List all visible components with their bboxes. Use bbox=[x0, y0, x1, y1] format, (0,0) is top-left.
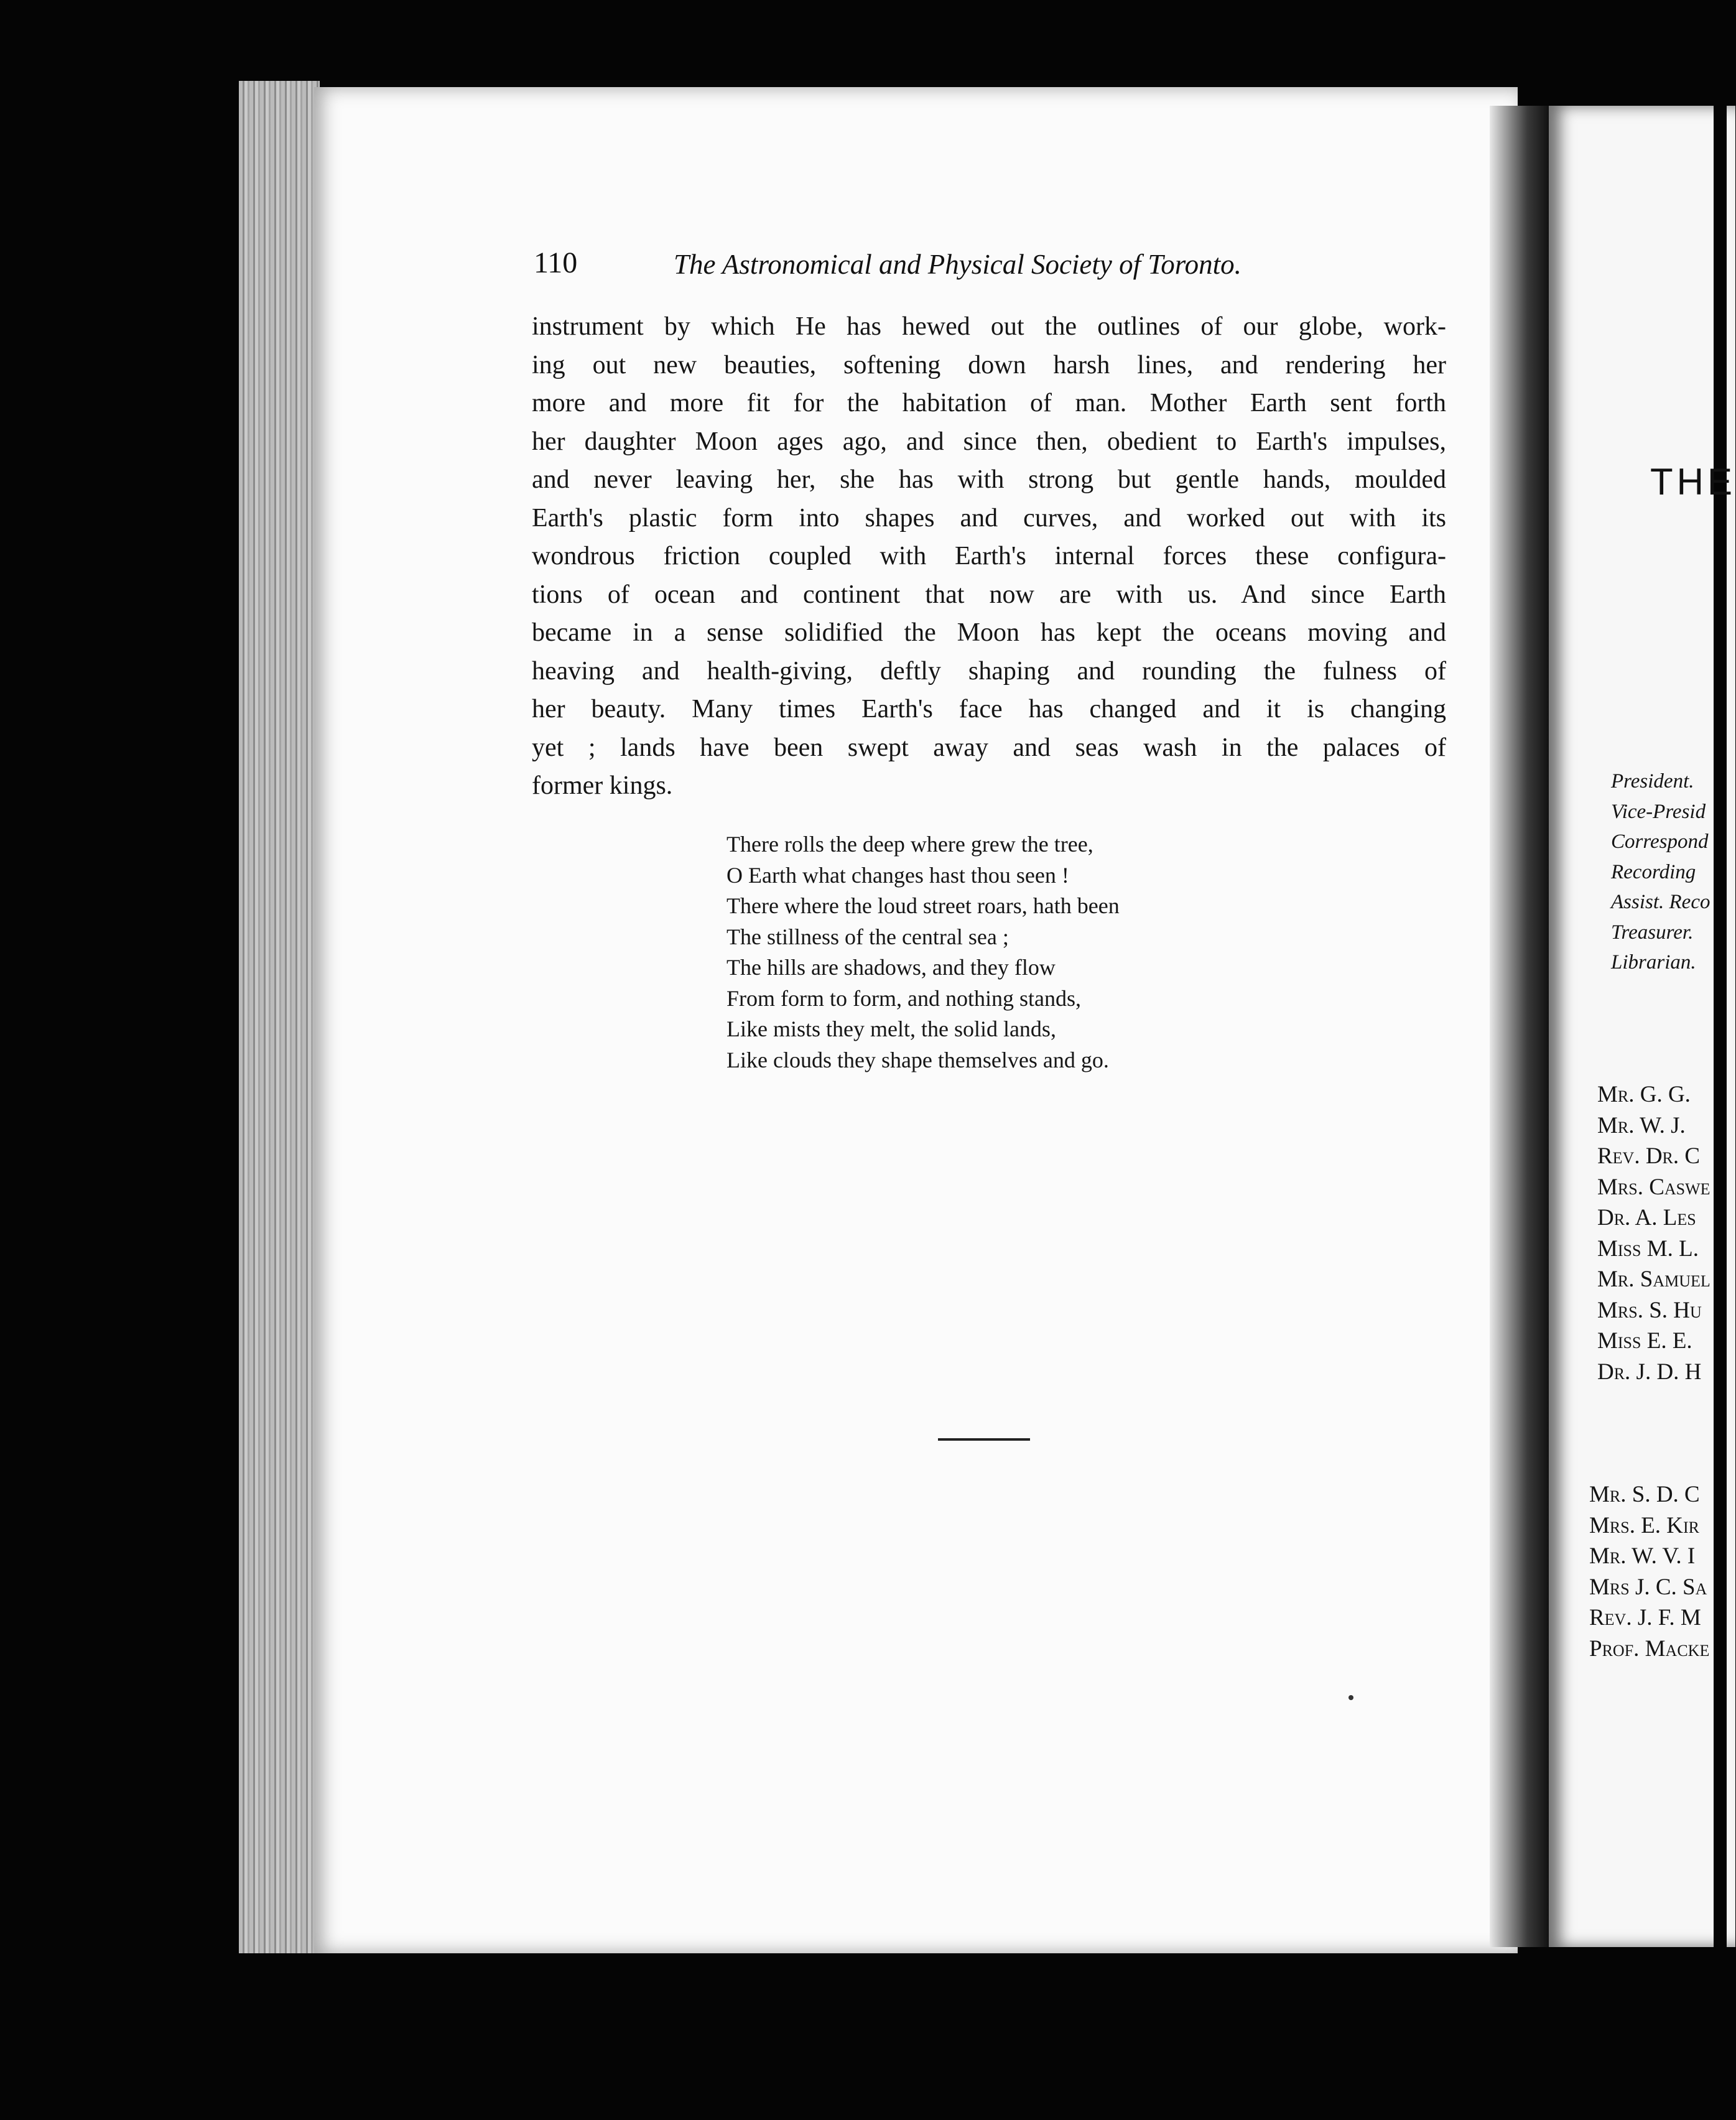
verse-line: O Earth what changes hast thou seen ! bbox=[726, 862, 1069, 888]
verse-line: There where the loud street roars, hath been bbox=[726, 893, 1120, 918]
page-number: 110 bbox=[534, 246, 578, 279]
member-name: Mr. G. G. bbox=[1597, 1082, 1691, 1107]
body-line: more and more fit for the habitation of man. Mother Earth sent forth bbox=[532, 389, 1446, 417]
member-name: Mr. S. D. C bbox=[1589, 1482, 1700, 1507]
body-paragraph bbox=[532, 308, 1446, 806]
additional-names bbox=[1589, 1479, 1709, 1664]
member-name: Prof. Macke bbox=[1589, 1635, 1710, 1662]
member-name: Miss M. L. bbox=[1597, 1235, 1699, 1262]
running-header bbox=[534, 246, 1317, 289]
member-name: Dr. A. Les bbox=[1597, 1205, 1696, 1230]
officer-title: Correspond bbox=[1611, 830, 1709, 853]
officer-title: Vice-Presid bbox=[1611, 800, 1706, 823]
right-page-heading: THE bbox=[1650, 461, 1736, 503]
member-name: Mrs. Caswe bbox=[1597, 1174, 1710, 1200]
member-name: Mr. Samuel bbox=[1597, 1267, 1710, 1292]
body-line: heaving and health-giving, deftly shaping and rounding the fulness of bbox=[532, 656, 1446, 686]
officer-title: Assist. Reco bbox=[1611, 891, 1710, 913]
member-name: Rev. J. F. M bbox=[1589, 1605, 1701, 1630]
page-edge-stack bbox=[239, 81, 320, 1953]
body-line: instrument by which He has hewed out the outlines of our globe, work- bbox=[532, 312, 1446, 341]
officer-titles bbox=[1611, 766, 1710, 978]
verse-line: There rolls the deep where grew the tree, bbox=[726, 832, 1093, 857]
body-line: became in a sense solidified the Moon has kept the oceans moving and bbox=[532, 618, 1446, 647]
verse-line: The hills are shadows, and they flow bbox=[726, 955, 1056, 980]
scan-speck bbox=[1348, 1695, 1353, 1700]
council-names bbox=[1597, 1079, 1710, 1387]
body-line: her beauty. Many times Earth's face has changed and it is changing bbox=[532, 695, 1446, 723]
member-name: Miss E. E. bbox=[1597, 1328, 1692, 1354]
body-line: ing out new beauties, softening down harsh lines, and rendering her bbox=[532, 350, 1446, 379]
verse-line: The stillness of the central sea ; bbox=[726, 924, 1009, 949]
officer-title: Treasurer. bbox=[1611, 921, 1694, 944]
officer-title: Recording bbox=[1611, 860, 1696, 883]
body-line: former kings. bbox=[532, 771, 673, 800]
book-gutter bbox=[1490, 106, 1558, 1947]
member-name: Mrs. S. Hu bbox=[1597, 1297, 1702, 1323]
member-name: Mrs J. C. Sa bbox=[1589, 1574, 1707, 1600]
verse-line: From form to form, and nothing stands, bbox=[726, 985, 1081, 1011]
running-title: The Astronomical and Physical Society of Toronto. bbox=[674, 249, 1242, 280]
officer-title: Librarian. bbox=[1611, 951, 1696, 974]
member-name: Dr. J. D. H bbox=[1597, 1359, 1702, 1385]
body-line: her daughter Moon ages ago, and since then, obedient to Earth's impulses, bbox=[532, 427, 1446, 456]
verse-line: Like clouds they shape themselves and go. bbox=[726, 1047, 1109, 1072]
right-page bbox=[1549, 106, 1735, 1947]
body-line: tions of ocean and continent that now are with us. And since Earth bbox=[532, 580, 1446, 609]
body-line: Earth's plastic form into shapes and curves, and worked out with its bbox=[532, 503, 1446, 532]
scan-border bbox=[1714, 106, 1727, 1947]
verse-quotation bbox=[726, 829, 1261, 1076]
verse-line: Like mists they melt, the solid lands, bbox=[726, 1016, 1056, 1041]
section-end-rule bbox=[938, 1438, 1030, 1441]
member-name: Rev. Dr. C bbox=[1597, 1143, 1701, 1169]
member-name: Mr. W. V. I bbox=[1589, 1543, 1696, 1569]
member-name: Mrs. E. Kir bbox=[1589, 1512, 1700, 1538]
body-line: yet ; lands have been swept away and seas wash in the palaces of bbox=[532, 733, 1446, 762]
member-name: Mr. W. J. bbox=[1597, 1112, 1686, 1138]
officer-title: President. bbox=[1611, 770, 1694, 793]
body-line: and never leaving her, she has with strong but gentle hands, moulded bbox=[532, 465, 1446, 494]
body-line: wondrous friction coupled with Earth's internal forces these configura- bbox=[532, 542, 1446, 570]
